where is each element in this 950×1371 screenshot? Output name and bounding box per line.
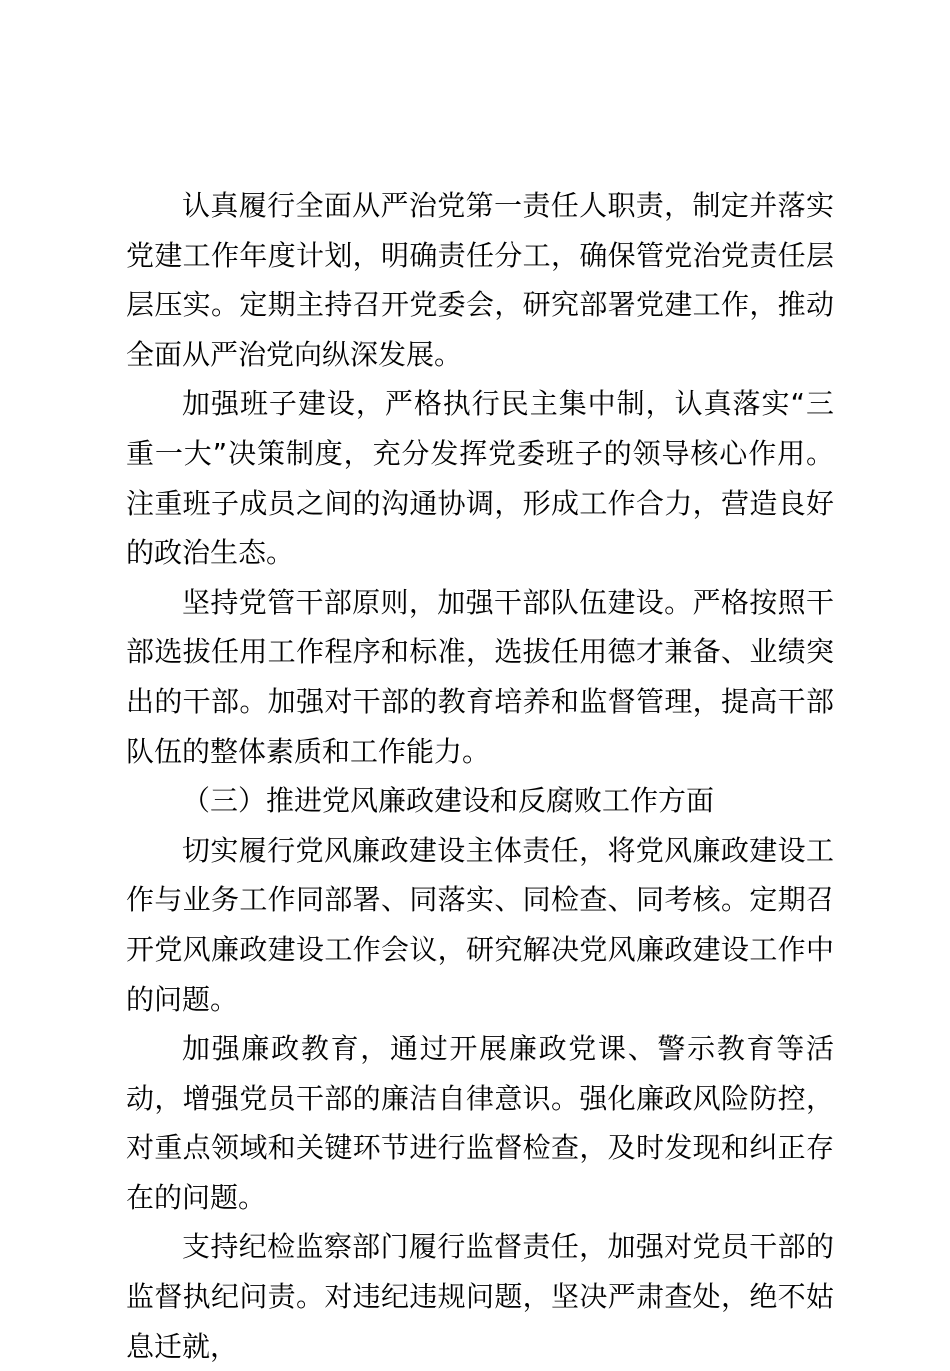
paragraph-integrity-education: 加强廉政教育，通过开展廉政党课、警示教育等活动，增强党员干部的廉洁自律意识。强化廉政风险防控，对重点领域和关键环节进行监督检查，及时发现和纠正存在的问题。 bbox=[126, 1032, 834, 1214]
paragraph-cadre-management: 坚持党管干部原则，加强干部队伍建设。严格按照干部选拔任用工作程序和标准，选拔任用德才兼备、业绩突出的干部。加强对干部的教育培养和监督管理，提高干部队伍的整体素质和工作能力。 bbox=[126, 585, 834, 768]
section-heading-anti-corruption: （三）推进党风廉政建设和反腐败工作方面 bbox=[182, 784, 715, 818]
paragraph-supervision: 支持纪检监察部门履行监督责任，加强对党员干部的监督执纪问责。对违纪违规问题，坚决严肃查处，绝不姑息迁就， bbox=[126, 1230, 834, 1363]
paragraph-integrity-responsibility: 切实履行党风廉政建设主体责任，将党风廉政建设工作与业务工作同部署、同落实、同检查、同考核。定期召开党风廉政建设工作会议，研究解决党风廉政建设工作中的问题。 bbox=[126, 833, 834, 1016]
paragraph-party-responsibility: 认真履行全面从严治党第一责任人职责，制定并落实党建工作年度计划，明确责任分工，确保管党治党责任层层压实。定期主持召开党委会，研究部署党建工作，推动全面从严治党向纵深发展。 bbox=[126, 189, 834, 371]
paragraph-leadership-team: 加强班子建设，严格执行民主集中制，认真落实“三重一大”决策制度，充分发挥党委班子的领导核心作用。注重班子成员之间的沟通协调，形成工作合力，营造良好的政治生态。 bbox=[126, 387, 834, 570]
document-body bbox=[126, 181, 834, 1371]
